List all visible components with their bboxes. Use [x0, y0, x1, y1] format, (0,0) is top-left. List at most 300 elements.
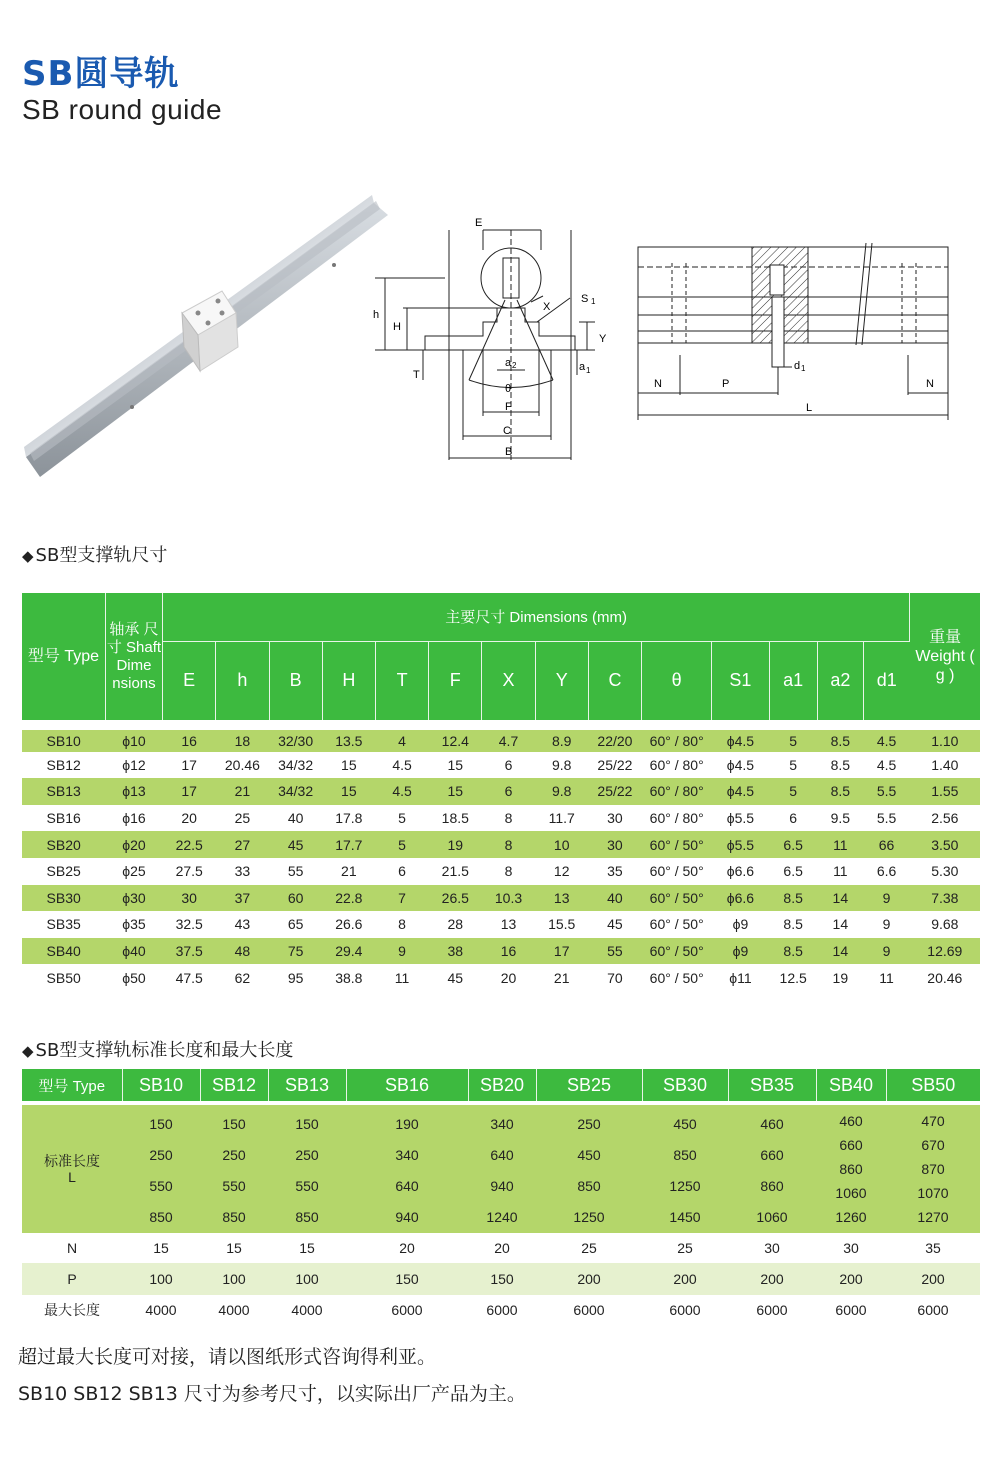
table-cell: 8: [504, 863, 513, 880]
std-length-value: 860: [760, 1178, 784, 1194]
table-cell: SB16: [46, 810, 81, 827]
table-cell: 34/32: [269, 778, 322, 805]
table-cell: 4.5: [876, 756, 897, 773]
rail-photo: [22, 195, 392, 485]
table-cell: 40: [588, 885, 641, 912]
table-cell: 34/32: [278, 756, 314, 773]
dimensions-table: [22, 593, 980, 991]
table-cell: 8: [504, 810, 513, 827]
table-cell: 19: [429, 831, 482, 858]
std-length-value: 1260: [835, 1209, 867, 1225]
table-cell: 18.5: [441, 810, 469, 827]
std-length-value: 450: [673, 1116, 697, 1132]
col-h: h: [216, 641, 269, 725]
n-cell: 15: [226, 1240, 242, 1256]
table-cell: 32/30: [269, 725, 322, 752]
table-cell: 17: [535, 938, 588, 965]
table-cell: ϕ4.5: [712, 725, 769, 752]
svg-text:X: X: [543, 301, 551, 313]
table-cell: 9: [375, 938, 428, 965]
table-cell: 22/20: [588, 725, 641, 752]
table-cell: 4.7: [482, 725, 535, 752]
n-cell: 25: [581, 1240, 597, 1256]
table-cell: 38.8: [335, 969, 363, 986]
table-cell: 6: [398, 863, 406, 880]
col-B: B: [269, 641, 322, 725]
table-cell: 5: [769, 778, 817, 805]
std-length-value: 550: [149, 1178, 173, 1194]
std-length-cell: [200, 1103, 268, 1233]
table-cell: 28: [447, 916, 464, 933]
table-cell: 1.55: [910, 778, 980, 805]
table-cell: ϕ11: [729, 969, 752, 986]
std-length-cell: [268, 1103, 346, 1233]
std-length-value: 340: [490, 1116, 514, 1132]
table-cell: ϕ9: [712, 938, 769, 965]
std-length-value: 850: [673, 1147, 697, 1163]
std-length-cell: [728, 1103, 816, 1233]
table-cell: 20: [181, 810, 197, 827]
note-1: 超过最大长度可对接，请以图纸形式咨询得利亚。: [18, 1346, 437, 1368]
model-header: SB20: [468, 1069, 536, 1103]
svg-text:N: N: [654, 378, 662, 390]
table-cell: ϕ4.5: [712, 778, 769, 805]
table-cell: 12: [553, 863, 570, 880]
svg-text:a: a: [505, 357, 512, 369]
table-cell: ϕ16: [122, 810, 146, 827]
table-cell: 19: [832, 969, 849, 986]
col-dimensions: 主要尺寸 Dimensions (mm): [163, 593, 910, 641]
table-cell: ϕ13: [105, 778, 162, 805]
svg-text:2: 2: [512, 361, 517, 370]
p-cell: 200: [886, 1263, 980, 1295]
svg-text:E: E: [475, 217, 483, 229]
std-length-value: 850: [577, 1178, 601, 1194]
table-cell: 60° / 50°: [649, 969, 704, 986]
table-cell: 30: [607, 810, 623, 827]
table-cell: 10.3: [482, 885, 535, 912]
table-cell: 21: [216, 778, 269, 805]
table-cell: 43: [234, 916, 251, 933]
table-cell: 55: [588, 938, 641, 965]
model-header: SB25: [536, 1069, 642, 1103]
table-cell: 4.5: [392, 756, 412, 773]
n-cell: 25: [677, 1240, 693, 1256]
table-cell: 5.5: [876, 810, 897, 827]
svg-text:C: C: [503, 425, 511, 437]
table-row: [22, 778, 980, 805]
table-cell: ϕ30: [105, 885, 162, 912]
table-cell: 6.6: [876, 863, 897, 880]
table-row: [22, 725, 980, 752]
table-row: [22, 805, 980, 832]
table-cell: 21: [341, 863, 357, 880]
table-cell: 14: [832, 916, 849, 933]
std-length-value: 1070: [917, 1185, 949, 1201]
std-length-value: 850: [149, 1209, 173, 1225]
table-cell: 5: [375, 831, 428, 858]
table-cell: 5.30: [931, 863, 959, 880]
table-cell: 60° / 50°: [642, 885, 712, 912]
table-cell: 4: [375, 725, 428, 752]
table-cell: 25/22: [597, 756, 633, 773]
table-cell: 8.5: [783, 916, 803, 933]
table-cell: 13: [535, 885, 588, 912]
svg-text:h: h: [373, 309, 380, 321]
std-length-value: 850: [222, 1209, 246, 1225]
std-length-value: 670: [921, 1137, 945, 1153]
table-cell: 14: [817, 885, 863, 912]
table-row: [22, 911, 980, 938]
max-length-cell: 6000: [486, 1302, 518, 1318]
table-cell: ϕ5.5: [726, 810, 755, 827]
table-cell: 11: [394, 969, 410, 986]
max-length-cell: 6000: [573, 1302, 605, 1318]
table-cell: 21.5: [441, 863, 469, 880]
table-cell: 5: [769, 725, 817, 752]
table-cell: ϕ50: [122, 969, 146, 986]
std-length-value: 660: [760, 1147, 784, 1163]
table-cell: 5.5: [863, 778, 909, 805]
table-cell: 9.5: [830, 810, 851, 827]
col-a2: a2: [817, 641, 863, 725]
table-cell: 60° / 50°: [649, 863, 704, 880]
table-cell: 15.5: [548, 916, 576, 933]
col-C: C: [588, 641, 641, 725]
table-row: [22, 938, 980, 965]
table-cell: ϕ20: [105, 831, 162, 858]
table-cell: 29.4: [322, 938, 375, 965]
table-cell: 15: [429, 778, 482, 805]
std-length-cell: [346, 1103, 468, 1233]
table-cell: 15: [341, 756, 357, 773]
table-cell: 37: [216, 885, 269, 912]
table-cell: 62: [234, 969, 251, 986]
table-cell: 60° / 80°: [642, 725, 712, 752]
table-cell: 6.5: [783, 863, 803, 880]
table-cell: ϕ35: [122, 916, 146, 933]
table-cell: 45: [447, 969, 464, 986]
p-label: P: [22, 1263, 122, 1295]
std-length-value: 640: [490, 1147, 514, 1163]
table-cell: 11.7: [548, 810, 575, 827]
max-length-cell: 6000: [756, 1302, 788, 1318]
p-cell: 100: [268, 1263, 346, 1295]
type-label: 型号 Type: [22, 1069, 122, 1103]
table-cell: 5: [789, 756, 798, 773]
table-cell: ϕ25: [122, 863, 146, 880]
table-cell: 60° / 80°: [642, 778, 712, 805]
section1-heading: ◆ SB型支撑轨尺寸: [22, 545, 168, 566]
svg-text:Y: Y: [599, 333, 607, 345]
table-cell: 9: [882, 916, 891, 933]
p-cell: 200: [642, 1263, 728, 1295]
table-cell: 20: [500, 969, 517, 986]
model-header: SB40: [816, 1069, 886, 1103]
table-cell: 20.46: [224, 756, 260, 773]
std-length-value: 1270: [917, 1209, 949, 1225]
p-cell: 150: [346, 1263, 468, 1295]
table-cell: 9.8: [535, 778, 588, 805]
std-length-value: 460: [839, 1113, 863, 1129]
table-cell: 4.5: [863, 725, 909, 752]
col-X: X: [482, 641, 535, 725]
table-cell: ϕ4.5: [726, 756, 755, 773]
page-title: SB圆导轨: [22, 54, 180, 94]
col-a1: a1: [769, 641, 817, 725]
table-cell: SB20: [22, 831, 105, 858]
svg-text:F: F: [505, 401, 512, 413]
table-cell: 30: [163, 885, 216, 912]
model-header: SB50: [886, 1069, 980, 1103]
table-cell: 6.5: [769, 831, 817, 858]
std-length-label: 标准长度 L: [22, 1103, 122, 1233]
p-cell: 150: [468, 1263, 536, 1295]
model-header: SB13: [268, 1069, 346, 1103]
n-cell: 15: [153, 1240, 169, 1256]
n-cell: 15: [299, 1240, 315, 1256]
std-length-value: 150: [149, 1116, 173, 1132]
max-length-cell: 4000: [218, 1302, 250, 1318]
table-cell: 8.5: [817, 725, 863, 752]
std-length-value: 1250: [669, 1178, 701, 1194]
table-cell: 48: [216, 938, 269, 965]
table-cell: 8: [398, 916, 406, 933]
std-length-value: 150: [295, 1116, 319, 1132]
std-length-cell: [816, 1103, 886, 1233]
n-label: N: [66, 1240, 78, 1256]
table-cell: 12.5: [779, 969, 807, 986]
max-length-cell: 6000: [391, 1302, 423, 1318]
note-2: SB10 SB12 SB13 尺寸为参考尺寸，以实际出厂产品为主。: [18, 1383, 526, 1405]
section2-heading: ◆ SB型支撑轨标准长度和最大长度: [22, 1040, 294, 1061]
table-cell: 20.46: [927, 969, 963, 986]
svg-text:a: a: [579, 361, 586, 373]
table-cell: 6: [482, 778, 535, 805]
table-cell: 66: [863, 831, 909, 858]
table-cell: 60° / 50°: [642, 831, 712, 858]
n-cell: 20: [399, 1240, 415, 1256]
n-cell: 20: [494, 1240, 510, 1256]
model-header: SB30: [642, 1069, 728, 1103]
table-cell: 13: [500, 916, 517, 933]
col-H: H: [322, 641, 375, 725]
std-length-value: 850: [295, 1209, 319, 1225]
std-length-value: 870: [921, 1161, 945, 1177]
table-cell: 21: [553, 969, 570, 986]
p-cell: 200: [816, 1263, 886, 1295]
std-length-value: 860: [839, 1161, 863, 1177]
cross-section-diagram: [365, 210, 605, 475]
model-header: SB12: [200, 1069, 268, 1103]
table-cell: ϕ6.6: [712, 885, 769, 912]
p-cell: 100: [200, 1263, 268, 1295]
n-cell: 35: [925, 1240, 941, 1256]
table-cell: 16: [482, 938, 535, 965]
table-cell: ϕ9: [732, 916, 749, 933]
table-cell: 65: [287, 916, 304, 933]
table-cell: SB50: [46, 969, 81, 986]
std-length-value: 460: [760, 1116, 784, 1132]
table-cell: 7: [375, 885, 428, 912]
col-theta: θ: [642, 641, 712, 725]
max-length-label: 最大长度: [44, 1302, 100, 1318]
svg-text:T: T: [413, 369, 420, 381]
table-cell: 60° / 80°: [649, 756, 704, 773]
table-cell: 17.8: [335, 810, 363, 827]
table-cell: 30: [588, 831, 641, 858]
col-weight: 重量 Weight ( g ): [910, 593, 980, 725]
table-cell: 4.5: [375, 778, 428, 805]
table-cell: SB30: [22, 885, 105, 912]
side-view-diagram: [630, 235, 960, 425]
table-cell: 3.50: [910, 831, 980, 858]
n-cell: 30: [843, 1240, 859, 1256]
table-cell: SB40: [22, 938, 105, 965]
table-cell: 47.5: [175, 969, 203, 986]
std-length-value: 150: [222, 1116, 246, 1132]
table-cell: 45: [269, 831, 322, 858]
table-cell: 1.40: [931, 756, 959, 773]
svg-text:N: N: [926, 378, 934, 390]
table-cell: 5: [398, 810, 406, 827]
table-cell: 15: [447, 756, 464, 773]
p-cell: 200: [536, 1263, 642, 1295]
std-length-value: 250: [295, 1147, 319, 1163]
std-length-value: 550: [295, 1178, 319, 1194]
table-cell: ϕ6.6: [726, 863, 755, 880]
table-cell: 60: [269, 885, 322, 912]
table-cell: ϕ12: [122, 756, 146, 773]
svg-text:P: P: [722, 378, 730, 390]
table-cell: 9.68: [931, 916, 959, 933]
table-cell: ϕ5.5: [712, 831, 769, 858]
table-cell: SB13: [22, 778, 105, 805]
svg-text:1: 1: [801, 364, 806, 373]
table-cell: 6: [789, 810, 798, 827]
std-length-value: 1060: [835, 1185, 867, 1201]
std-length-cell: [122, 1103, 200, 1233]
model-header: SB10: [122, 1069, 200, 1103]
std-length-value: 1060: [756, 1209, 788, 1225]
table-cell: 60° / 50°: [649, 916, 704, 933]
std-length-cell: [468, 1103, 536, 1233]
table-cell: 1.10: [910, 725, 980, 752]
table-cell: SB35: [46, 916, 81, 933]
n-cell: 30: [764, 1240, 780, 1256]
table-cell: 25/22: [588, 778, 641, 805]
p-cell: 100: [122, 1263, 200, 1295]
table-cell: 10: [535, 831, 588, 858]
std-length-cell: [642, 1103, 728, 1233]
table-cell: 7.38: [910, 885, 980, 912]
table-cell: 40: [287, 810, 304, 827]
table-cell: 27.5: [175, 863, 203, 880]
table-cell: 16: [163, 725, 216, 752]
table-cell: 2.56: [931, 810, 959, 827]
svg-text:H: H: [393, 321, 401, 333]
table-cell: SB10: [22, 725, 105, 752]
max-length-cell: 4000: [145, 1302, 177, 1318]
table-row: [22, 885, 980, 912]
col-type: 型号 Type: [22, 593, 105, 725]
max-length-cell: 6000: [669, 1302, 701, 1318]
svg-text:B: B: [505, 446, 513, 458]
table-cell: ϕ40: [105, 938, 162, 965]
table-cell: 8.9: [535, 725, 588, 752]
table-row: [22, 752, 980, 779]
table-cell: 26.6: [335, 916, 363, 933]
table-cell: 17: [163, 778, 216, 805]
table-cell: 22.5: [163, 831, 216, 858]
table-cell: 35: [607, 863, 623, 880]
std-length-value: 940: [490, 1178, 514, 1194]
table-cell: 25: [234, 810, 251, 827]
col-E: E: [163, 641, 216, 725]
col-d1: d1: [863, 641, 909, 725]
table-cell: 12.4: [429, 725, 482, 752]
table-cell: 17: [181, 756, 197, 773]
std-length-value: 1450: [669, 1209, 701, 1225]
table-cell: 22.8: [322, 885, 375, 912]
table-cell: 11: [879, 969, 894, 986]
svg-text:S: S: [581, 293, 589, 305]
std-length-value: 550: [222, 1178, 246, 1194]
col-F: F: [429, 641, 482, 725]
col-Y: Y: [535, 641, 588, 725]
table-cell: 33: [234, 863, 251, 880]
table-cell: SB25: [46, 863, 81, 880]
table-cell: 8.5: [817, 778, 863, 805]
table-cell: 75: [269, 938, 322, 965]
table-cell: 55: [287, 863, 304, 880]
table-cell: 9.8: [551, 756, 572, 773]
std-length-cell: [536, 1103, 642, 1233]
std-length-value: 660: [839, 1137, 863, 1153]
max-length-cell: 6000: [835, 1302, 867, 1318]
p-cell: 200: [728, 1263, 816, 1295]
table-cell: 8: [482, 831, 535, 858]
max-length-cell: 6000: [917, 1302, 949, 1318]
std-length-value: 940: [395, 1209, 419, 1225]
table-cell: 17.7: [322, 831, 375, 858]
table-cell: 8.5: [769, 885, 817, 912]
table-cell: 8.5: [830, 756, 851, 773]
page-subtitle: SB round guide: [22, 94, 223, 125]
std-length-cell: [886, 1103, 980, 1233]
svg-text:d: d: [794, 360, 801, 372]
std-length-value: 450: [577, 1147, 601, 1163]
std-length-value: 340: [395, 1147, 419, 1163]
table-row: [22, 858, 980, 885]
svg-text:L: L: [806, 402, 813, 414]
col-T: T: [375, 641, 428, 725]
table-cell: 6: [504, 756, 513, 773]
table-cell: ϕ10: [105, 725, 162, 752]
max-length-cell: 4000: [291, 1302, 323, 1318]
table-cell: 18: [216, 725, 269, 752]
table-cell: 8.5: [769, 938, 817, 965]
table-cell: 11: [817, 831, 863, 858]
svg-text:1: 1: [591, 297, 596, 306]
std-length-value: 250: [577, 1116, 601, 1132]
table-cell: 38: [429, 938, 482, 965]
std-length-value: 1240: [486, 1209, 518, 1225]
table-cell: 70: [607, 969, 623, 986]
table-cell: 12.69: [910, 938, 980, 965]
table-cell: 60° / 50°: [642, 938, 712, 965]
std-length-value: 190: [395, 1116, 419, 1132]
